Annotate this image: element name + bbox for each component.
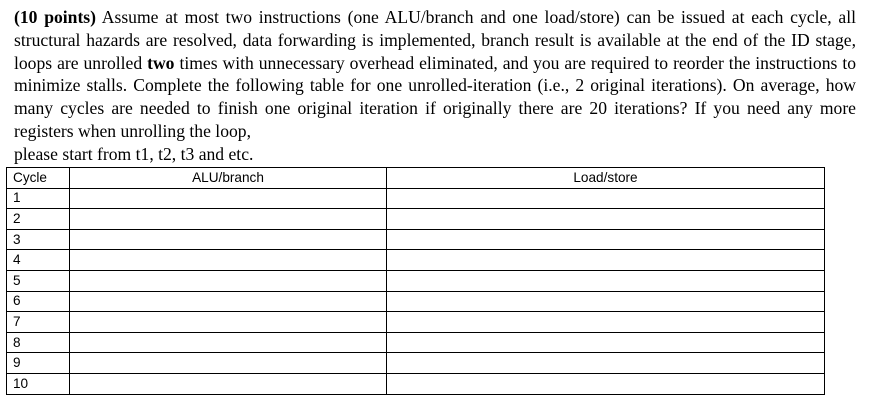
header-cycle: Cycle: [7, 168, 70, 189]
load-store-cell[interactable]: [387, 188, 825, 209]
alu-branch-cell[interactable]: [70, 353, 387, 374]
table-row: [7, 209, 825, 230]
cycle-cell: 8: [7, 332, 70, 353]
cycle-cell: 7: [7, 312, 70, 333]
load-store-cell[interactable]: [387, 229, 825, 250]
emphasis-two: two: [147, 52, 175, 73]
alu-branch-cell[interactable]: [70, 209, 387, 230]
load-store-cell[interactable]: [387, 373, 825, 394]
alu-branch-cell[interactable]: [70, 250, 387, 271]
cycle-cell: 4: [7, 250, 70, 271]
cycle-cell: 10: [7, 373, 70, 394]
table-row: [7, 250, 825, 271]
question-text: [14, 6, 856, 166]
alu-branch-cell[interactable]: [70, 291, 387, 312]
cycle-cell: 5: [7, 270, 70, 291]
table-row: [7, 270, 825, 291]
header-load-store: Load/store: [387, 168, 825, 189]
alu-branch-cell[interactable]: [70, 188, 387, 209]
load-store-cell[interactable]: [387, 270, 825, 291]
table-row: [7, 291, 825, 312]
table-row: [7, 332, 825, 353]
alu-branch-cell[interactable]: [70, 312, 387, 333]
schedule-table: [6, 167, 825, 395]
points-label: (10 points): [14, 7, 97, 27]
cycle-cell: 9: [7, 353, 70, 374]
alu-branch-cell[interactable]: [70, 270, 387, 291]
alu-branch-cell[interactable]: [70, 229, 387, 250]
question-body-part-2: times with unnecessary overhead eliminated, and you are required to reorder the instructions to minimize stalls. Complete the following table for one unrolled-iteration (i.e., 2 original iterations). On average, how many cycles are needed to finish one original iteration if originally there are 20 iterations? If you need any more registers when unrolling the loop,: [14, 52, 856, 141]
cycle-cell: 1: [7, 188, 70, 209]
table-header-row: [7, 168, 825, 189]
header-alu-branch: ALU/branch: [70, 168, 387, 189]
alu-branch-cell[interactable]: [70, 332, 387, 353]
load-store-cell[interactable]: [387, 291, 825, 312]
load-store-cell[interactable]: [387, 312, 825, 333]
table-row: [7, 312, 825, 333]
load-store-cell[interactable]: [387, 250, 825, 271]
cycle-cell: 2: [7, 209, 70, 230]
table-row: [7, 353, 825, 374]
table-row: [7, 229, 825, 250]
cycle-cell: 3: [7, 229, 70, 250]
table-row: [7, 188, 825, 209]
alu-branch-cell[interactable]: [70, 373, 387, 394]
table-row: [7, 373, 825, 394]
load-store-cell[interactable]: [387, 209, 825, 230]
question-body-part-3: please start from t1, t2, t3 and etc.: [14, 143, 254, 164]
question-body-part-1: Assume at most two instructions (one ALU/branch and one load/store) can be issued at each cycle, all structural hazards are resolved, data forwarding is implemented, branch result is available at the end of the ID stage, loops are unrolled: [14, 7, 856, 73]
cycle-cell: 6: [7, 291, 70, 312]
load-store-cell[interactable]: [387, 332, 825, 353]
load-store-cell[interactable]: [387, 353, 825, 374]
